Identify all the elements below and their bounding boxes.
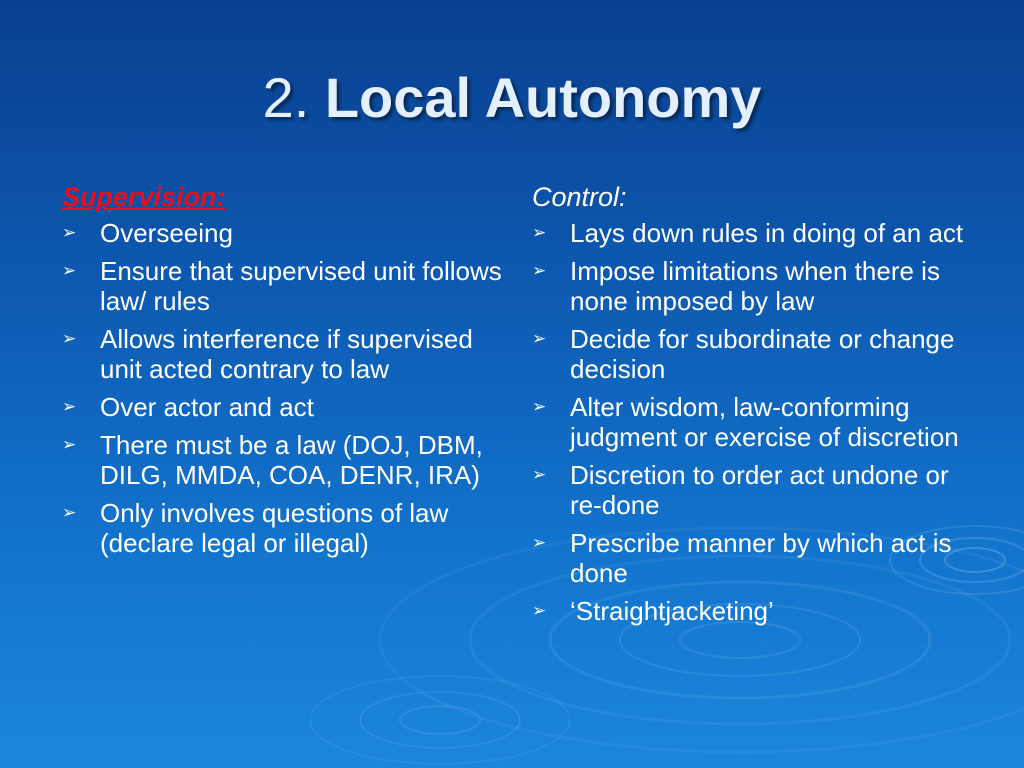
list-item xyxy=(532,392,972,452)
control-column xyxy=(532,180,972,634)
bullet-arrow-icon: ➢ xyxy=(532,329,547,348)
list-item-text: Prescribe manner by which act is done xyxy=(570,528,952,588)
bullet-arrow-icon: ➢ xyxy=(62,503,77,522)
list-item xyxy=(62,324,502,384)
list-item xyxy=(62,498,502,558)
list-item-text: There must be a law (DOJ, DBM, DILG, MMDA, COA, DENR, IRA) xyxy=(100,430,483,490)
list-item-text: Overseeing xyxy=(100,218,233,248)
bullet-arrow-icon: ➢ xyxy=(62,223,77,242)
list-item-text: Discretion to order act undone or re-done xyxy=(570,460,949,520)
list-item-text: ‘Straightjacketing’ xyxy=(570,596,774,626)
list-item xyxy=(532,218,972,248)
list-item xyxy=(532,324,972,384)
title-number: 2. xyxy=(262,66,310,129)
supervision-column xyxy=(62,180,502,566)
list-item xyxy=(62,430,502,490)
bullet-arrow-icon: ➢ xyxy=(532,533,547,552)
bullet-arrow-icon: ➢ xyxy=(62,397,77,416)
bullet-arrow-icon: ➢ xyxy=(62,261,77,280)
list-item xyxy=(532,460,972,520)
list-item-text: Lays down rules in doing of an act xyxy=(570,218,964,248)
control-heading: Control: xyxy=(532,182,627,212)
bullet-arrow-icon: ➢ xyxy=(532,601,547,620)
list-item-text: Only involves questions of law (declare legal or illegal) xyxy=(100,498,449,558)
list-item-text: Impose limitations when there is none imposed by law xyxy=(570,256,940,316)
list-item-text: Decide for subordinate or change decision xyxy=(570,324,955,384)
supervision-heading: Supervision: xyxy=(62,182,226,212)
list-item xyxy=(532,528,972,588)
bullet-arrow-icon: ➢ xyxy=(532,397,547,416)
list-item-text: Allows interference if supervised unit acted contrary to law xyxy=(100,324,473,384)
list-item xyxy=(532,596,972,626)
list-item-text: Alter wisdom, law-conforming judgment or exercise of discretion xyxy=(570,392,959,452)
list-item xyxy=(532,256,972,316)
bullet-arrow-icon: ➢ xyxy=(532,465,547,484)
control-list xyxy=(532,218,972,626)
supervision-list xyxy=(62,218,502,558)
bullet-arrow-icon: ➢ xyxy=(532,223,547,242)
bullet-arrow-icon: ➢ xyxy=(62,435,77,454)
slide-title xyxy=(0,62,1024,134)
title-text: Local Autonomy xyxy=(324,66,762,129)
bullet-arrow-icon: ➢ xyxy=(532,261,547,280)
list-item xyxy=(62,218,502,248)
list-item xyxy=(62,256,502,316)
list-item-text: Ensure that supervised unit follows law/ rules xyxy=(100,256,502,316)
list-item-text: Over actor and act xyxy=(100,392,314,422)
bullet-arrow-icon: ➢ xyxy=(62,329,77,348)
list-item xyxy=(62,392,502,422)
